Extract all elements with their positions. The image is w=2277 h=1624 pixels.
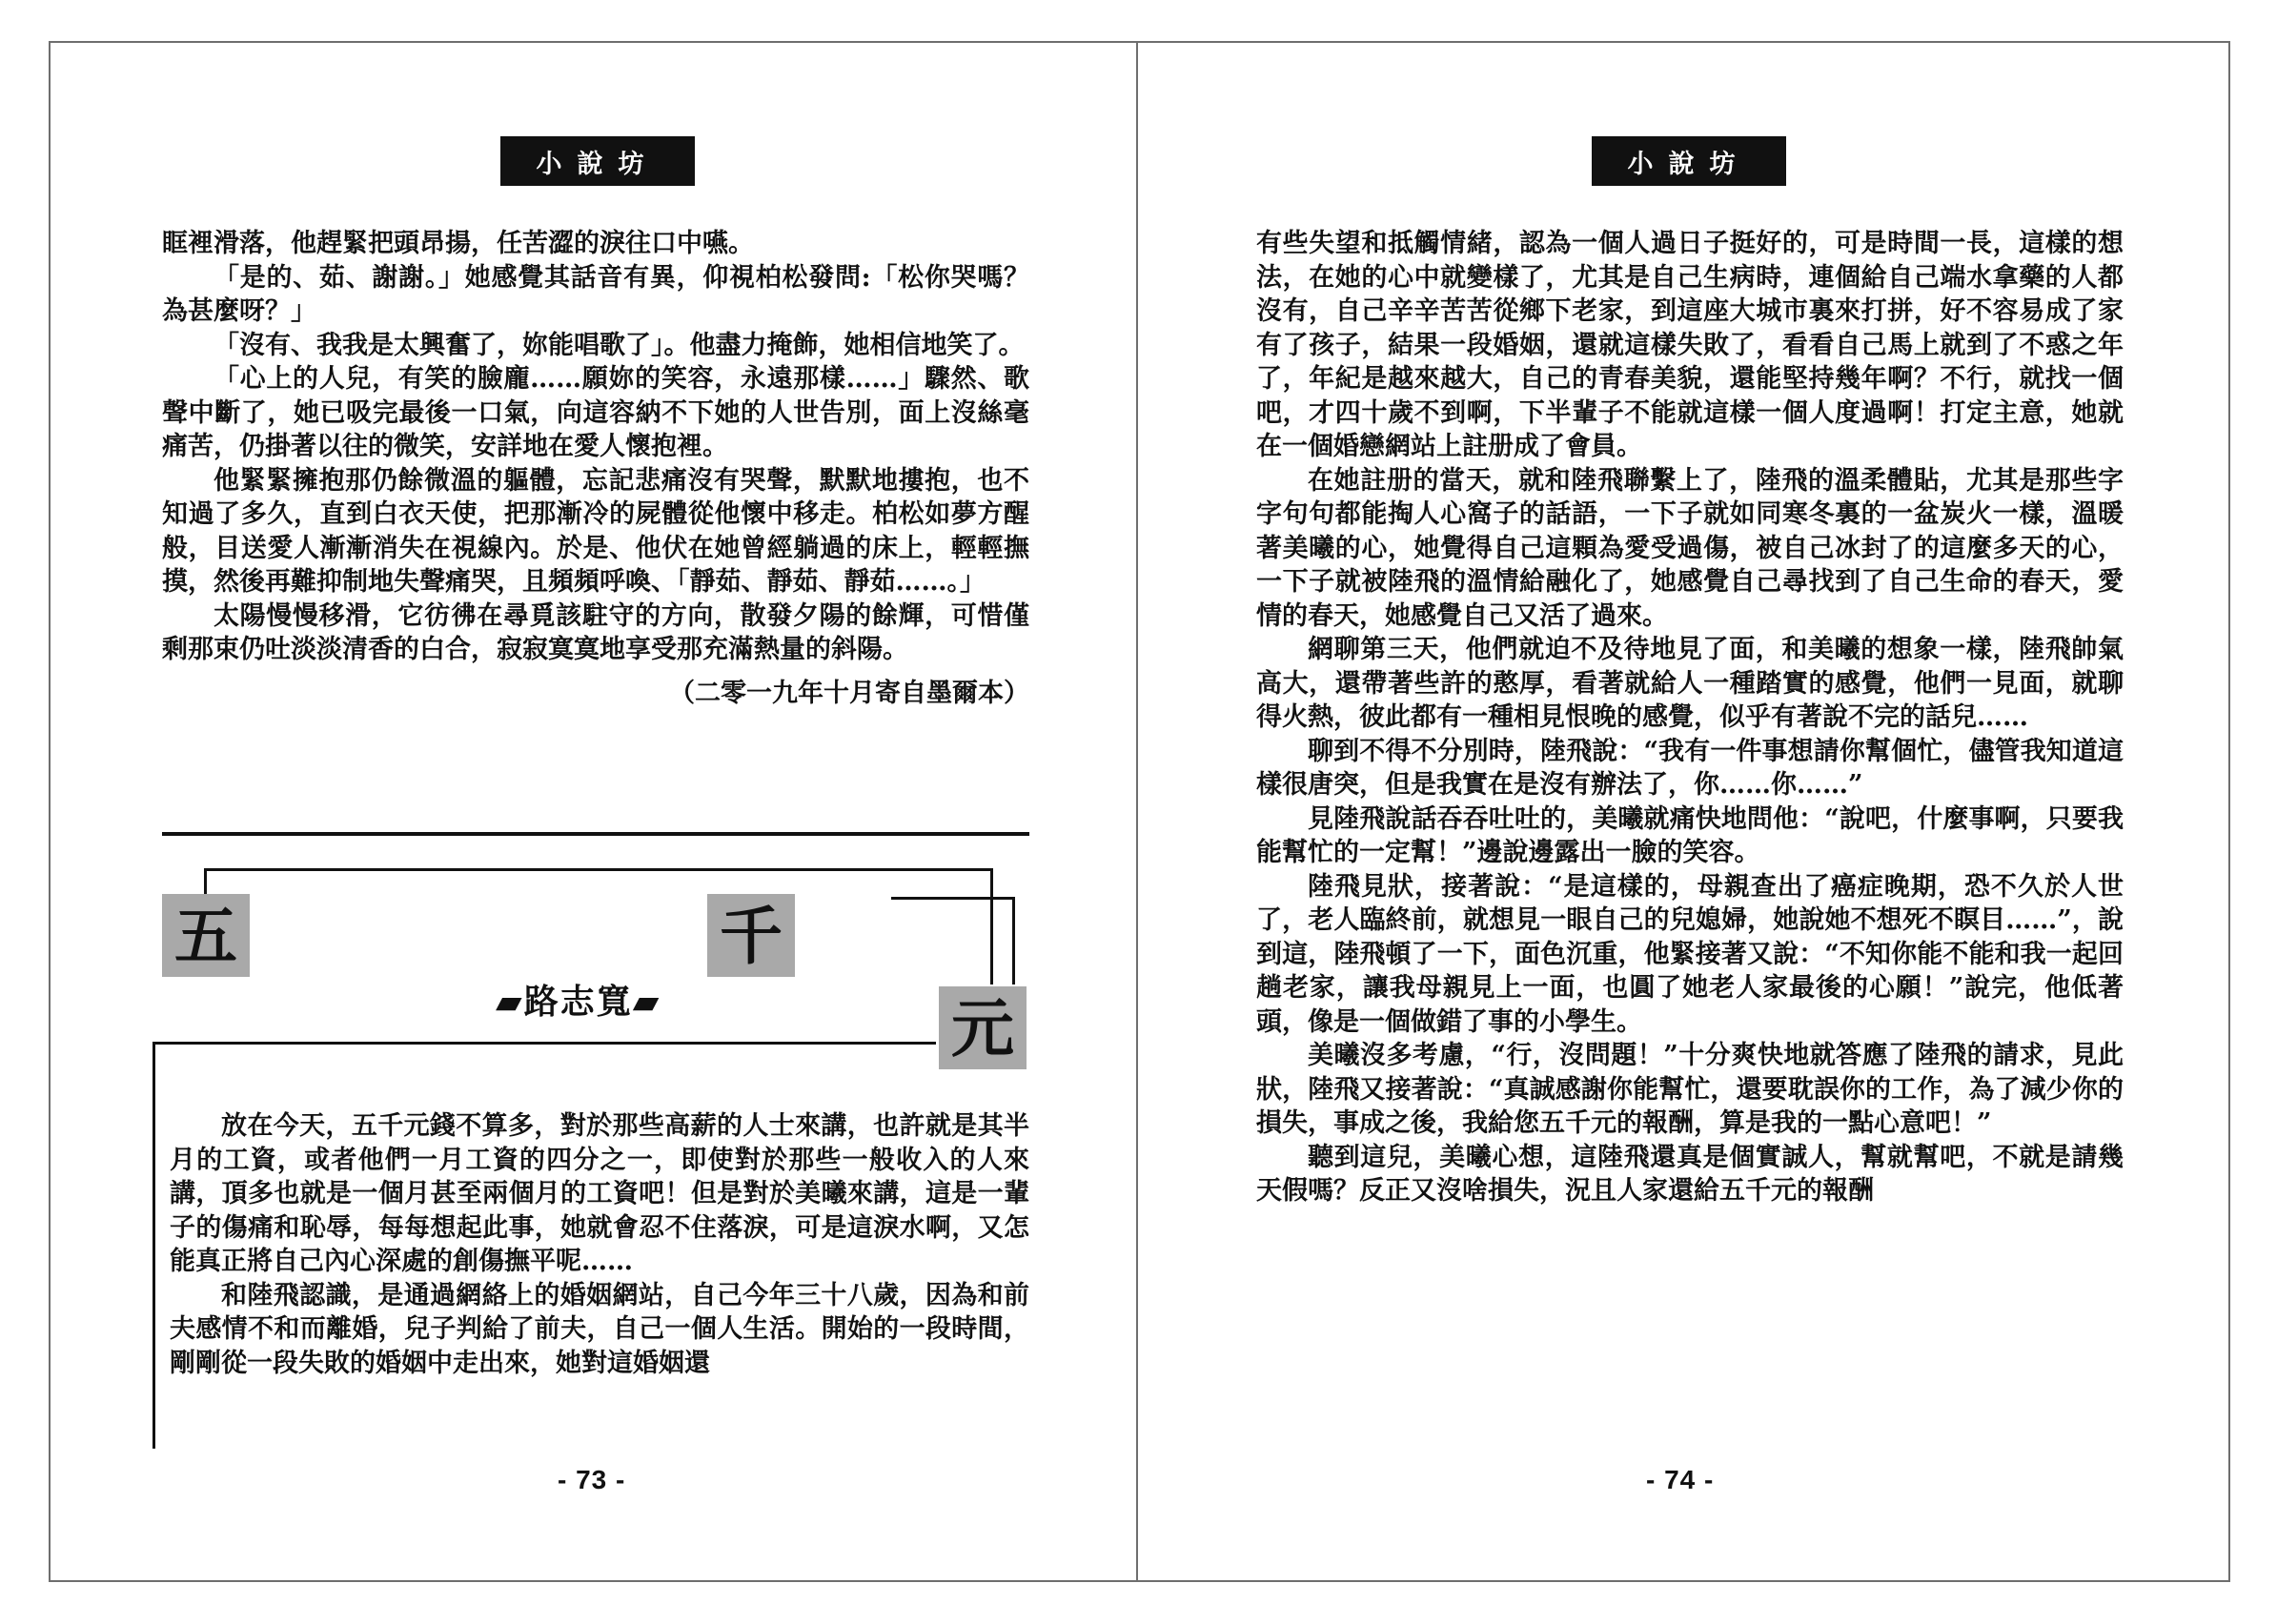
left-story-body [170, 1109, 1029, 1380]
paragraph: 放在今天，五千元錢不算多，對於那些高薪的人士來講，也許就是其半月的工資，或者他們一月工資的四分之一，即使對於那些一般收入的人來講，頂多也就是一個月甚至兩個月的工資吧！但是對於美曦來講，這是一輩子的傷痛和恥辱，每每想起此事，她就會忍不住落淚，可是這淚水啊，又怎能真正將自己內心深處的創傷撫平呢…… [170, 1111, 1029, 1276]
body-side-rule [152, 1042, 155, 1449]
paragraph: 太陽慢慢移滑，它彷彿在尋覓該駐守的方向，散發夕陽的餘輝，可惜僅剩那束仍吐淡淡清香的白合，寂寂寞寞地享受那充滿熱量的斜陽。 [162, 600, 1029, 664]
paragraph: 美曦沒多考慮，“行，沒問題！”十分爽快地就答應了陸飛的請求，見此狀，陸飛又接著說：“真誠感謝你能幫忙，還要耽誤你的工作，為了減少你的損失，事成之後，我給您五千元的報酬，算是我的一點心意吧！” [1256, 1041, 2124, 1138]
book-spine [1136, 41, 1138, 1582]
author-name: 路志寬 [523, 982, 633, 1022]
left-page-number: - 73 - [558, 1465, 626, 1494]
title-char-1: 五 [162, 894, 250, 977]
paragraph: 「心上的人兒，有笑的臉龐……願妳的笑容，永遠那樣……」驟然、歌聲中斷了，她已吸完最後一口氣，向這容納不下她的人世告別，面上沒絲毫痛苦，仍掛著以往的微笑，安詳地在愛人懷抱裡。 [162, 364, 1029, 461]
paragraph: 陸飛見狀，接著說：“是這樣的，母親查出了癌症晚期，恐不久於人世了，老人臨終前，就想見一眼自己的兒媳婦，她說她不想死不瞑目……”，說到這，陸飛頓了一下，面色沉重，他緊接著又說：“不知你能不能和我一起回趟老家，讓我母親見上一面，也圓了她老人家最後的心願！”說完，他低著頭，像是一個做錯了事的小學生。 [1256, 871, 2124, 1037]
title-char-2: 千 [707, 894, 795, 977]
author-line [496, 975, 661, 1024]
title-frame-top [204, 868, 993, 871]
signoff: （二零一九年十月寄自墨爾本） [669, 678, 1029, 708]
author-mark-right: ▰ [632, 982, 661, 1022]
title-frame-right [990, 868, 993, 985]
left-header-badge: 小說坊 [500, 136, 695, 186]
title-frame-bottom [152, 1042, 936, 1045]
paragraph: 「沒有、我我是太興奮了，妳能唱歌了」。他盡力掩飾，她相信地笑了。 [213, 330, 1025, 360]
left-story-ending [162, 227, 1029, 710]
paragraph: 聊到不得不分別時，陸飛說：“我有一件事想請你幫個忙，儘管我知道這樣很唐突，但是我實在是沒有辦法了，你……你……” [1256, 736, 2124, 800]
title-frame-left [204, 868, 207, 897]
title-frame-inner-top [891, 897, 1015, 900]
paragraph: 見陸飛說話吞吞吐吐的，美曦就痛快地問他：“說吧，什麼事啊，只要我能幫忙的一定幫！”邊說邊露出一臉的笑容。 [1256, 803, 2124, 867]
paragraph: 聽到這兒，美曦心想，這陸飛還真是個實誠人，幫就幫吧，不就是請幾天假嗎？反正又沒啥損失，況且人家還給五千元的報酬 [1256, 1142, 2124, 1206]
paragraph: 網聊第三天，他們就迫不及待地見了面，和美曦的想象一樣，陸飛帥氣高大，還帶著些許的憨厚，看著就給人一種踏實的感覺，他們一見面，就聊得火熱，彼此都有一種相見恨晚的感覺，似乎有著說不完的話兒…… [1256, 635, 2124, 732]
paragraph: 「是的、茹、謝謝。」她感覺其話音有異，仰視柏松發問:「松你哭嗎？為甚麼呀？」 [162, 262, 1029, 326]
right-header-badge: 小說坊 [1592, 136, 1786, 186]
paragraph: 和陸飛認識，是通過網絡上的婚姻網站，自己今年三十八歲，因為和前夫感情不和而離婚，兒子判給了前夫，自己一個人生活。開始的一段時間，剛剛從一段失敗的婚姻中走出來，她對這婚姻還 [170, 1280, 1029, 1378]
right-story-body [1256, 227, 2124, 1208]
section-divider [162, 832, 1029, 836]
author-mark-left: ▰ [496, 982, 524, 1022]
paragraph: 他緊緊擁抱那仍餘微溫的軀體，忘記悲痛沒有哭聲，默默地摟抱，也不知過了多久，直到白衣天使，把那漸冷的屍體從他懷中移走。柏松如夢方醒般，目送愛人漸漸消失在視線內。於是、他伏在她曾經躺過的床上，輕輕撫摸，然後再難抑制地失聲痛哭，且頻頻呼喚、「靜茹、靜茹、靜茹……。」 [162, 465, 1029, 597]
paragraph: 有些失望和抵觸情緒，認為一個人過日子挺好的，可是時間一長，這樣的想法，在她的心中就變樣了，尤其是自己生病時，連個給自己端水拿藥的人都沒有，自己辛辛苦苦從鄉下老家，到這座大城市裏來打拼，好不容易成了家有了孩子，結果一段婚姻，還就這樣失敗了，看看自己馬上就到了不惑之年了，年紀是越來越大，自己的青春美貌，還能堅持幾年啊？不行，就找一個吧，才四十歲不到啊，下半輩子不能就這樣一個人度過啊！打定主意，她就在一個婚戀網站上註册成了會員。 [1256, 229, 2124, 461]
right-page-number: - 74 - [1646, 1465, 1715, 1494]
title-char-3: 元 [939, 986, 1027, 1069]
paragraph: 眶裡滑落，他趕緊把頭昂揚，任苦澀的淚往口中嚥。 [162, 229, 754, 258]
title-frame-right-inner [1012, 897, 1015, 985]
paragraph: 在她註册的當天，就和陸飛聯繫上了，陸飛的溫柔體貼，尤其是那些字字句句都能掏人心窩子的話語，一下子就如同寒冬裏的一盆炭火一樣，溫暖著美曦的心，她覺得自己這顆為愛受過傷，被自己冰封了的這麼多天的心，一下子就被陸飛的溫情給融化了，她感覺自己尋找到了自己生命的春天，愛情的春天，她感覺自己又活了過來。 [1256, 465, 2124, 631]
